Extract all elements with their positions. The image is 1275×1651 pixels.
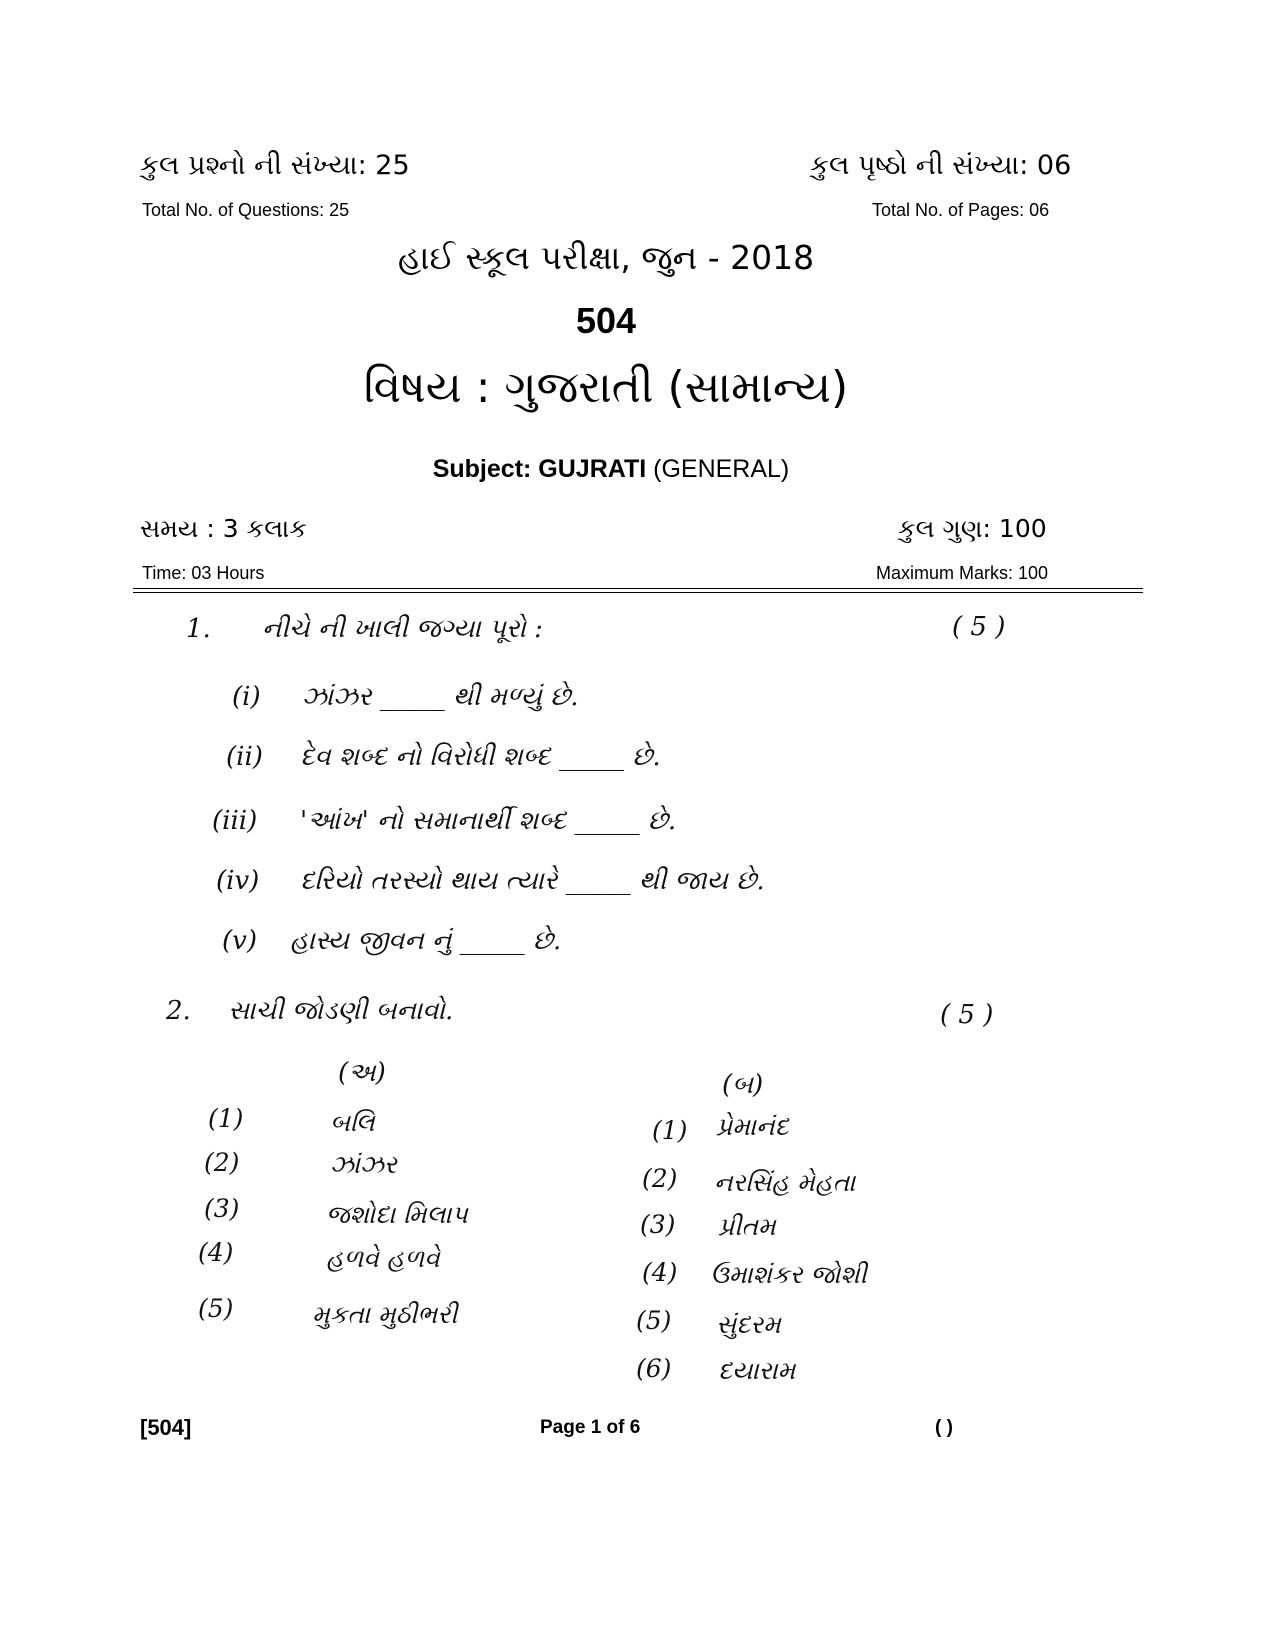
col-b-2-label: (2) <box>642 1164 678 1193</box>
total-pages-en: Total No. of Pages: 06 <box>872 200 1050 220</box>
time-guj: સમય : 3 કલાક <box>140 514 307 543</box>
q1-item-1-label: (i) <box>232 682 261 712</box>
q1-item-4-text: દરિયો તરસ્યો થાય ત્યારે _____ થી જાય છે. <box>300 866 765 896</box>
col-b-1-text: પ્રેમાનંદ <box>716 1112 789 1141</box>
col-a-3-label: (3) <box>204 1194 240 1223</box>
col-b-4-label: (4) <box>642 1258 678 1287</box>
col-b-4-text: ઉમાશંકર જોશી <box>710 1260 867 1289</box>
col-b-3-label: (3) <box>640 1210 676 1239</box>
q2-text: સાચી જોડણી બનાવો. <box>228 996 454 1026</box>
q1-item-1-text: ઝાંઝર _____ થી મળ્યું છે. <box>302 682 579 712</box>
q1-item-2-text: દેવ શબ્દ નો વિરોધી શબ્દ _____ છે. <box>300 742 661 772</box>
total-questions-en: Total No. of Questions: 25 <box>142 200 350 220</box>
q1-text: નીચે ની ખાલી જગ્યા પૂરો : <box>262 614 543 644</box>
divider-bottom <box>133 592 1143 593</box>
footer-blank: ( ) <box>935 1417 953 1438</box>
footer-code: [504] <box>140 1415 192 1440</box>
col-a-2-label: (2) <box>204 1148 240 1177</box>
total-questions-guj: કુલ પ્રશ્નો ની સંખ્યા: 25 <box>140 150 410 181</box>
col-a-4-label: (4) <box>198 1238 234 1267</box>
col-a-5-text: મુકતા મુઠીભરી <box>312 1300 458 1329</box>
subject-suffix: (GENERAL) <box>653 455 790 483</box>
col-b-5-label: (5) <box>636 1306 672 1335</box>
q2-marks: ( 5 ) <box>940 1000 994 1030</box>
q1-item-3-text: 'આંખ' નો સમાનાર્થી શબ્દ _____ છે. <box>300 806 677 836</box>
col-b-3-text: પ્રીતમ <box>718 1212 776 1241</box>
time-en: Time: 03 Hours <box>142 563 265 583</box>
divider-top <box>133 588 1143 589</box>
marks-guj: કુલ ગુણ: 100 <box>898 514 1047 543</box>
col-b-1-label: (1) <box>652 1116 688 1145</box>
marks-en: Maximum Marks: 100 <box>876 563 1049 583</box>
col-a-2-text: ઝાંઝર <box>330 1150 397 1179</box>
q1-item-5-label: (v) <box>222 926 257 956</box>
col-a-5-label: (5) <box>198 1294 234 1323</box>
total-pages-guj: કુલ પૃષ્ઠો ની સંખ્યા: 06 <box>810 150 1072 181</box>
q1-item-3-label: (iii) <box>212 806 258 836</box>
q1-item-4-label: (iv) <box>216 866 260 896</box>
subject-guj: વિષય : ગુજરાતી (સામાન્ય) <box>363 362 849 413</box>
footer-page: Page 1 of 6 <box>540 1417 641 1438</box>
q1-item-5-text: હાસ્ય જીવન નું _____ છે. <box>290 926 562 956</box>
exam-title: હાઈ સ્કૂલ પરીક્ષા, જુન - 2018 <box>397 238 815 277</box>
q2-col-a-title: (અ) <box>338 1058 386 1088</box>
col-b-6-label: (6) <box>636 1354 672 1383</box>
col-b-6-text: દયારામ <box>718 1356 796 1385</box>
q2-number: 2. <box>166 996 191 1026</box>
q1-marks: ( 5 ) <box>952 612 1006 642</box>
col-a-3-text: જશોદા મિલાપ <box>326 1200 468 1229</box>
col-b-5-text: સુંદરમ <box>716 1310 781 1339</box>
q2-col-b-title: (બ) <box>722 1070 764 1100</box>
col-b-2-text: નરસિંહ મેહતા <box>714 1168 856 1197</box>
q1-number: 1. <box>186 614 211 644</box>
subject-en <box>0 455 1222 484</box>
q1-item-2-label: (ii) <box>226 742 263 772</box>
col-a-1-text: બલિ <box>330 1108 375 1137</box>
paper-code: 504 <box>575 300 637 341</box>
subject-label: Subject: GUJRATI <box>432 455 647 483</box>
col-a-4-text: હળવે હળવે <box>326 1244 440 1273</box>
col-a-1-label: (1) <box>208 1104 244 1133</box>
